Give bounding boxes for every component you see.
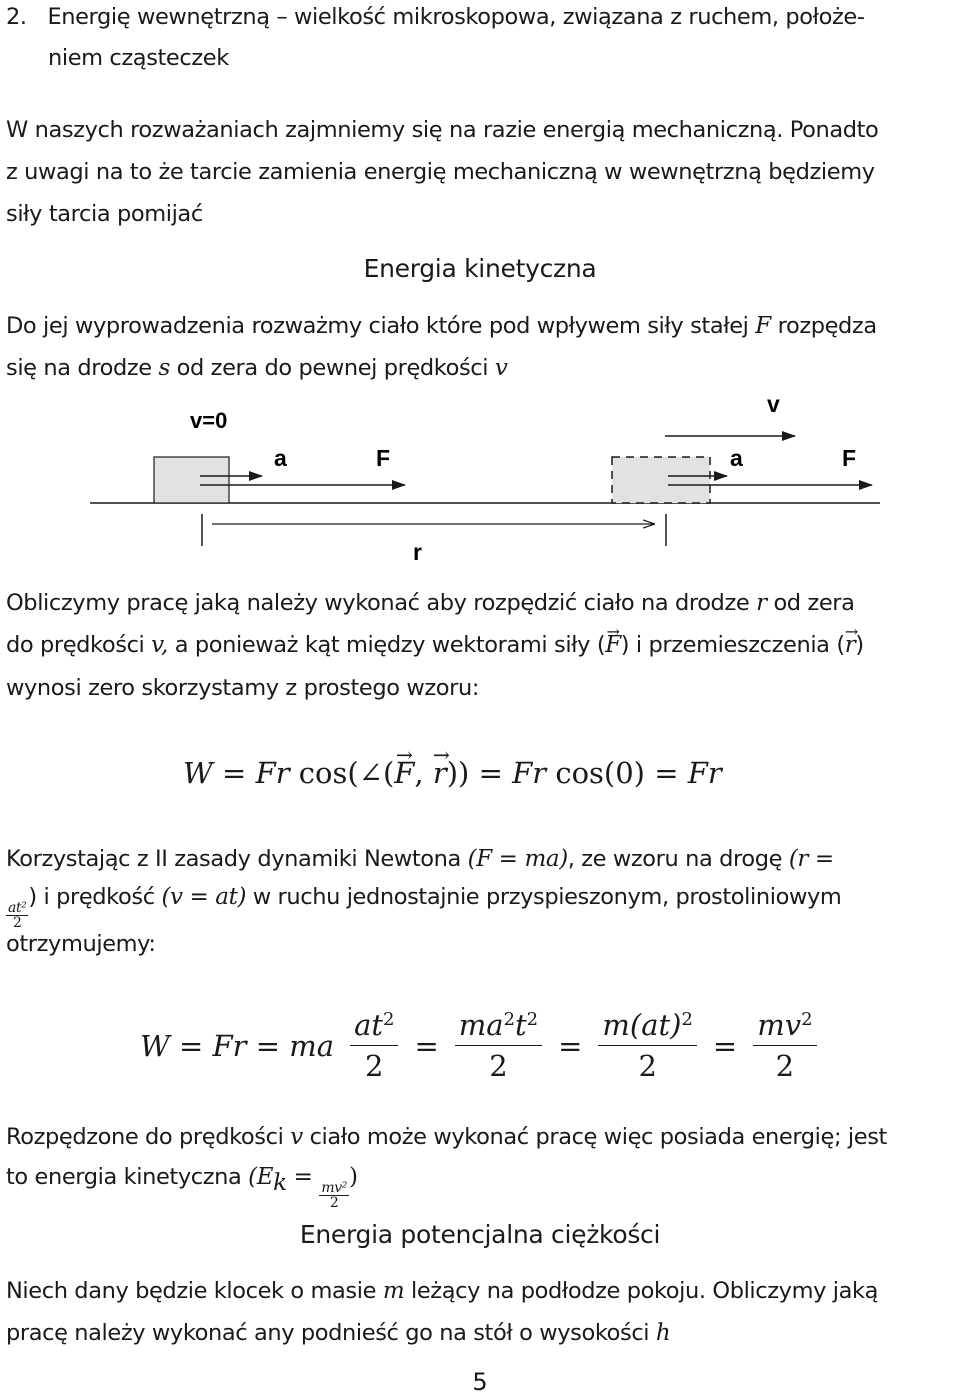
- text: , ze wzoru na drogę: [567, 846, 783, 872]
- block-start: [154, 457, 229, 503]
- vector-r: → r: [433, 756, 447, 790]
- text: ): [855, 632, 864, 658]
- math-var: F: [755, 313, 771, 339]
- page-number: 5: [472, 1368, 488, 1396]
- math-op: )) =: [446, 756, 513, 790]
- equals-sign: =: [712, 1028, 738, 1063]
- text: leżący na podłodze pokoju. Obliczymy jaką: [411, 1278, 879, 1304]
- math-var: v: [290, 1124, 303, 1150]
- text: Korzystając z II zasady dynamiki Newtona: [6, 846, 461, 872]
- text: się na drodze: [6, 355, 152, 381]
- math-op: =: [286, 1164, 320, 1190]
- equals-sign: =: [414, 1028, 439, 1063]
- text: ciało może wykonać pracę więc posiada energię; jest: [309, 1124, 887, 1150]
- exponent: 2: [503, 1009, 515, 1031]
- work-line1: [6, 590, 855, 616]
- potential-line2: [6, 1320, 670, 1346]
- text: a ponieważ kąt między wektorami siły (: [174, 632, 606, 658]
- work-line3: wynosi zero skorzystamy z prostego wzoru:: [6, 675, 480, 701]
- list-number: 2.: [6, 4, 27, 30]
- fraction-2: [455, 1008, 542, 1083]
- derivation-line2: [6, 355, 508, 381]
- label-r: r: [413, 539, 422, 565]
- math-var: s: [158, 355, 170, 381]
- math-var: v,: [151, 632, 168, 658]
- intro-line3: siły tarcia pomijać: [6, 201, 203, 227]
- fraction-numerator: ma: [458, 1008, 504, 1042]
- math-op: ,: [414, 756, 433, 790]
- newton-line1: [6, 846, 834, 872]
- math-subscript: k: [273, 1169, 287, 1196]
- fraction-1: [350, 1008, 398, 1083]
- kinetic-derivation-equation: [140, 1008, 821, 1083]
- math-op: cos(∠(: [289, 756, 395, 790]
- work-equation: [183, 756, 722, 790]
- math-var: r: [756, 590, 767, 616]
- text: ) i przemieszczenia (: [620, 632, 845, 658]
- text: w ruchu jednostajnie przyspieszonym, prostoliniowym: [252, 884, 842, 910]
- math-var: h: [655, 1320, 671, 1346]
- work-line2: [6, 632, 864, 658]
- text: Obliczymy pracę jaką należy wykonać aby rozpędzić ciało na drodze: [6, 590, 750, 616]
- text: od zera do pewnej prędkości: [176, 355, 489, 381]
- fraction-denominator: 2: [489, 1049, 508, 1083]
- fraction-at2-over-2: [6, 901, 28, 930]
- intro-line1: W naszych rozważaniach zajmniemy się na razie energią mechaniczną. Ponadto: [6, 117, 879, 143]
- fraction-denominator: 2: [638, 1049, 657, 1083]
- conclusion-line1: [6, 1124, 887, 1150]
- potential-line1: [6, 1278, 878, 1304]
- math-expr: (F = ma): [467, 846, 568, 872]
- fraction-numerator: mv²: [321, 1180, 347, 1196]
- fraction-mv2-over-2: [319, 1181, 349, 1210]
- math-expr: (r =: [788, 846, 834, 872]
- math-var: F: [255, 756, 276, 790]
- fraction-numerator: at²: [8, 900, 27, 916]
- intro-line2: z uwagi na to że tarcie zamienia energię mechaniczną w wewnętrzną będziemy: [6, 159, 875, 185]
- text: do prędkości: [6, 632, 145, 658]
- fraction-numerator: t: [515, 1008, 527, 1042]
- list-text-line1: Energię wewnętrzną – wielkość mikroskopowa, związana z ruchem, położe-: [47, 4, 865, 30]
- text: rozpędza: [777, 313, 877, 339]
- math-var: F: [512, 756, 533, 790]
- math-op: =: [212, 756, 256, 790]
- newton-line3: otrzymujemy:: [6, 931, 156, 957]
- conclusion-line2: [6, 1164, 358, 1210]
- equals-sign: =: [558, 1028, 583, 1063]
- text: Rozpędzone do prędkości: [6, 1124, 284, 1150]
- exponent: 2: [383, 1009, 395, 1031]
- math-var: W: [183, 756, 213, 790]
- list-item-2: [6, 4, 865, 30]
- text: od zera: [773, 590, 855, 616]
- block-end: [612, 457, 710, 503]
- math-var: F: [687, 756, 708, 790]
- math-op: ): [348, 1164, 358, 1190]
- exponent: 2: [681, 1009, 693, 1031]
- math-var: m: [382, 1278, 405, 1304]
- math-var: r: [707, 756, 722, 790]
- text: pracę należy wykonać any podnieść go na stół o wysokości: [6, 1320, 650, 1346]
- math-expr: W = Fr = ma: [140, 1028, 335, 1063]
- math-var: v: [494, 355, 508, 381]
- fraction-3: [598, 1008, 697, 1083]
- math-op: cos(0) =: [546, 756, 688, 790]
- fraction-denominator: 2: [775, 1049, 795, 1083]
- text: Do jej wyprowadzenia rozważmy ciało które pod wpływem siły stałej: [6, 313, 749, 339]
- motion-diagram: [0, 390, 960, 570]
- vector-F: → F: [605, 632, 621, 658]
- math-expr: (E: [248, 1164, 274, 1190]
- math-var: r: [532, 756, 547, 790]
- fraction-numerator: m(at): [602, 1008, 682, 1042]
- fraction-numerator: mv: [757, 1008, 802, 1042]
- text: to energia kinetyczna: [6, 1164, 242, 1190]
- list-text-line2: niem cząsteczek: [48, 45, 229, 71]
- text: Niech dany będzie klocek o masie: [6, 1278, 377, 1304]
- fraction-denominator: 2: [329, 1195, 339, 1211]
- fraction-4: [753, 1008, 816, 1083]
- math-expr: (v = at): [161, 884, 247, 910]
- derivation-line1: [6, 313, 877, 339]
- label-F2: F: [842, 445, 857, 471]
- math-var: r: [275, 756, 290, 790]
- section-heading-potential: Energia potencjalna ciężkości: [299, 1220, 661, 1249]
- label-v0: v=0: [190, 408, 228, 433]
- newton-line2: [6, 884, 841, 930]
- exponent: 2: [526, 1009, 539, 1031]
- label-v: v: [767, 391, 780, 417]
- exponent: 2: [801, 1009, 813, 1031]
- fraction-numerator: at: [354, 1008, 384, 1042]
- vector-r: → r: [845, 632, 856, 658]
- section-heading-kinetic: Energia kinetyczna: [363, 254, 597, 283]
- fraction-denominator: 2: [12, 915, 22, 931]
- vector-F: → F: [394, 756, 414, 790]
- fraction-denominator: 2: [365, 1049, 384, 1083]
- label-a2: a: [730, 445, 743, 471]
- text: ) i prędkość: [28, 884, 155, 910]
- label-F1: F: [376, 445, 391, 471]
- label-a1: a: [274, 445, 287, 471]
